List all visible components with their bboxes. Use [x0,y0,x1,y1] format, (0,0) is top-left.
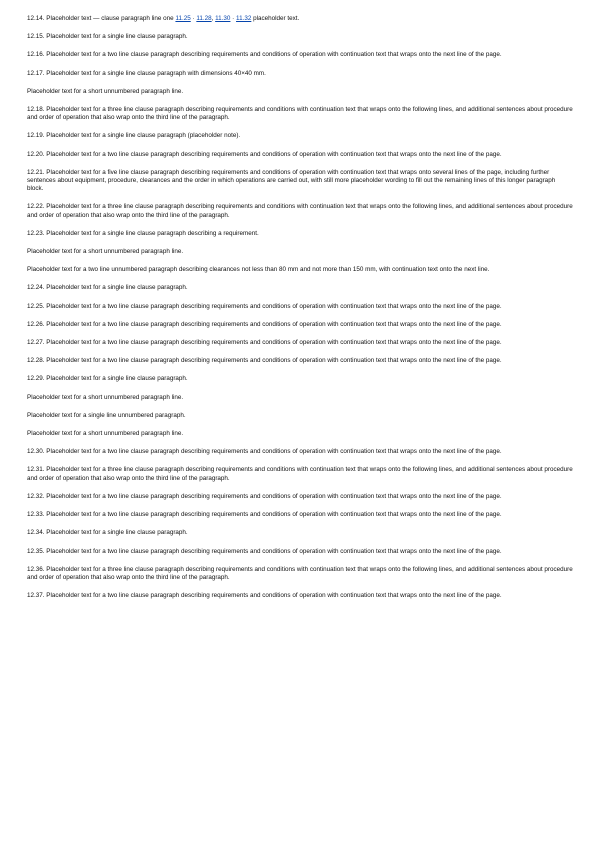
paragraph-text: 12.25. Placeholder text for a two line clause paragraph describing requirements and conditions of operation with continuation text that wraps onto the next line of the page. [27,302,502,310]
clause-paragraph [27,511,573,519]
clause-paragraph [27,284,573,292]
clause-paragraph [27,203,573,219]
paragraph-text: 12.23. Placeholder text for a single line clause paragraph describing a requirement. [27,229,259,237]
clause-paragraph [27,357,573,365]
paragraph-text: 12.34. Placeholder text for a single line clause paragraph. [27,529,188,537]
clause-paragraph [27,266,573,274]
paragraph-text: 12.31. Placeholder text for a three line clause paragraph describing requirements and conditions with continuation text that wraps onto the following lines, and additional sentences about procedure and order of operation that also wrap onto the third line of the paragraph. [27,466,573,482]
paragraph-text: 12.33. Placeholder text for a two line clause paragraph describing requirements and conditions of operation with continuation text that wraps onto the next line of the page. [27,511,502,519]
clause-paragraph [27,230,573,238]
paragraph-text: 12.17. Placeholder text for a single line clause paragraph with dimensions 40×40 mm. [27,69,266,77]
paragraph-text: Placeholder text for a short unnumbered paragraph line. [27,393,184,401]
clause-paragraph [27,248,573,256]
paragraph-text: 12.29. Placeholder text for a single line clause paragraph. [27,375,188,383]
paragraph-text: Placeholder text for a short unnumbered paragraph line. [27,87,184,95]
paragraph-text: 12.28. Placeholder text for a two line clause paragraph describing requirements and conditions of operation with continuation text that wraps onto the next line of the page. [27,357,502,365]
clause-reference-link[interactable]: 11.30 [215,15,231,22]
paragraph-text: 12.36. Placeholder text for a three line clause paragraph describing requirements and conditions with continuation text that wraps onto the following lines, and additional sentences about procedure and order of operation that also wrap onto the third line of the paragraph. [27,565,573,581]
paragraph-text: Placeholder text for a short unnumbered paragraph line. [27,430,184,438]
paragraph-text: Placeholder text for a two line unnumbered paragraph describing clearances not less than 80 mm and not more than 150 mm, with continuation text onto the next line. [27,266,490,274]
paragraph-text: 12.19. Placeholder text for a single line clause paragraph (placeholder note). [27,132,241,140]
clause-paragraph [27,548,573,556]
paragraph-text: 12.32. Placeholder text for a two line clause paragraph describing requirements and conditions of operation with continuation text that wraps onto the next line of the page. [27,492,502,500]
paragraph-text: 12.27. Placeholder text for a two line clause paragraph describing requirements and conditions of operation with continuation text that wraps onto the next line of the page. [27,339,502,347]
clause-paragraph [27,88,573,96]
paragraph-text: , [211,15,216,22]
clause-paragraph [27,169,573,194]
paragraph-text: 12.18. Placeholder text for a three line clause paragraph describing requirements and conditions with continuation text that wraps onto the following lines, and additional sentences about procedure and order of operation that also wrap onto the third line of the paragraph. [27,106,573,122]
document-body [27,15,573,600]
clause-reference-link[interactable]: 11.32 [236,15,252,22]
paragraph-text: 12.26. Placeholder text for a two line clause paragraph describing requirements and conditions of operation with continuation text that wraps onto the next line of the page. [27,320,502,328]
clause-paragraph [27,15,573,23]
paragraph-text: 12.30. Placeholder text for a two line clause paragraph describing requirements and conditions of operation with continuation text that wraps onto the next line of the page. [27,448,502,456]
clause-paragraph [27,51,573,59]
paragraph-text: Placeholder text for a single line unnumbered paragraph. [27,411,186,419]
clause-paragraph [27,566,573,582]
clause-paragraph [27,430,573,438]
clause-paragraph [27,493,573,501]
paragraph-text: · [230,15,237,22]
clause-paragraph [27,375,573,383]
paragraph-text: Placeholder text for a short unnumbered paragraph line. [27,248,184,256]
clause-paragraph [27,339,573,347]
clause-reference-link[interactable]: 11.25 [175,15,191,22]
paragraph-text: 12.35. Placeholder text for a two line clause paragraph describing requirements and conditions of operation with continuation text that wraps onto the next line of the page. [27,547,502,555]
clause-paragraph [27,303,573,311]
clause-paragraph [27,592,573,600]
clause-paragraph [27,321,573,329]
clause-paragraph [27,466,573,482]
clause-paragraph [27,132,573,140]
paragraph-text: 12.20. Placeholder text for a two line clause paragraph describing requirements and conditions of operation with continuation text that wraps onto the next line of the page. [27,150,502,158]
paragraph-text: placeholder text. [251,15,300,22]
paragraph-text: 12.24. Placeholder text for a single line clause paragraph. [27,284,188,292]
paragraph-text: 12.21. Placeholder text for a five line clause paragraph describing requirements and conditions of operation with continuation text that wraps onto several lines of the page, including further sentences about equipment, procedure, clearances and the order in which operations are carried out, with still more placeholder wording to fill out the remaining lines of this longer paragraph block. [27,168,556,193]
clause-paragraph [27,412,573,420]
paragraph-text: · [190,15,197,22]
paragraph-text: 12.15. Placeholder text for a single line clause paragraph. [27,33,188,41]
clause-paragraph [27,151,573,159]
clause-paragraph [27,70,573,78]
paragraph-text: 12.22. Placeholder text for a three line clause paragraph describing requirements and conditions with continuation text that wraps onto the following lines, and additional sentences about procedure and order of operation that also wrap onto the third line of the paragraph. [27,203,573,219]
clause-paragraph [27,394,573,402]
clause-paragraph [27,106,573,122]
paragraph-text: 12.14. Placeholder text — clause paragraph line one [27,15,176,22]
paragraph-text: 12.16. Placeholder text for a two line clause paragraph describing requirements and conditions of operation with continuation text that wraps onto the next line of the page. [27,51,502,59]
paragraph-text: 12.37. Placeholder text for a two line clause paragraph describing requirements and conditions of operation with continuation text that wraps onto the next line of the page. [27,592,502,600]
clause-paragraph [27,448,573,456]
clause-reference-link[interactable]: 11.28 [196,15,212,22]
clause-paragraph [27,529,573,537]
clause-paragraph [27,33,573,41]
